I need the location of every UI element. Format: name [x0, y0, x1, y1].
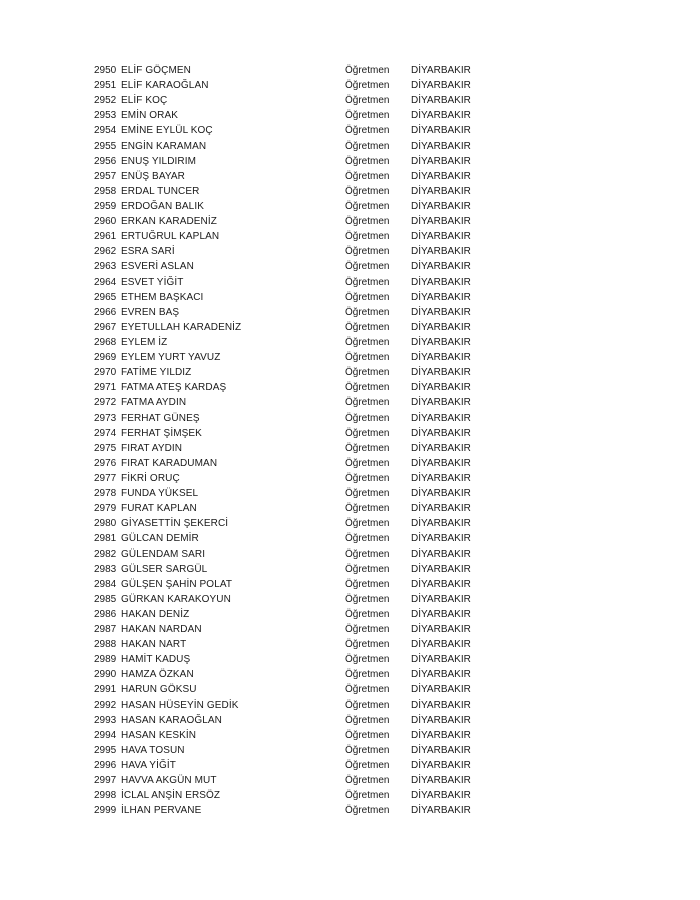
- role-title: Öğretmen: [345, 306, 390, 318]
- list-row: [94, 184, 494, 199]
- city-name: DİYARBAKIR: [411, 548, 471, 560]
- person-name: FUNDA YÜKSEL: [121, 488, 199, 500]
- role-title: Öğretmen: [345, 518, 390, 530]
- person-name: İLHAN PERVANE: [121, 805, 202, 817]
- city-name: DİYARBAKIR: [411, 216, 471, 228]
- role-title: Öğretmen: [345, 246, 390, 258]
- role-title: Öğretmen: [345, 457, 390, 469]
- row-number: 2996: [94, 760, 117, 772]
- role-title: Öğretmen: [345, 125, 390, 137]
- role-title: Öğretmen: [345, 472, 390, 484]
- person-name: FATİME YILDIZ: [121, 367, 192, 379]
- city-name: DİYARBAKIR: [411, 518, 471, 530]
- row-number: 2975: [94, 442, 117, 454]
- role-title: Öğretmen: [345, 488, 390, 500]
- list-row: [94, 758, 494, 773]
- row-number: 2994: [94, 729, 117, 741]
- list-row: [94, 471, 494, 486]
- row-number: 2992: [94, 699, 117, 711]
- teacher-list: [94, 63, 494, 818]
- role-title: Öğretmen: [345, 352, 390, 364]
- list-row: [94, 411, 494, 426]
- person-name: FIRAT KARADUMAN: [121, 457, 218, 469]
- city-name: DİYARBAKIR: [411, 488, 471, 500]
- person-name: GÜLCAN DEMİR: [121, 533, 199, 545]
- row-number: 2969: [94, 352, 117, 364]
- row-number: 2965: [94, 291, 117, 303]
- person-name: İCLAL ANŞİN ERSÖZ: [121, 790, 221, 802]
- role-title: Öğretmen: [345, 261, 390, 273]
- list-row: [94, 380, 494, 395]
- role-title: Öğretmen: [345, 503, 390, 515]
- city-name: DİYARBAKIR: [411, 185, 471, 197]
- role-title: Öğretmen: [345, 321, 390, 333]
- city-name: DİYARBAKIR: [411, 775, 471, 787]
- city-name: DİYARBAKIR: [411, 306, 471, 318]
- city-name: DİYARBAKIR: [411, 110, 471, 122]
- person-name: EVREN BAŞ: [121, 306, 180, 318]
- city-name: DİYARBAKIR: [411, 261, 471, 273]
- row-number: 2982: [94, 548, 117, 560]
- list-row: [94, 773, 494, 788]
- city-name: DİYARBAKIR: [411, 80, 471, 92]
- list-row: [94, 667, 494, 682]
- row-number: 2951: [94, 80, 117, 92]
- list-row: [94, 441, 494, 456]
- role-title: Öğretmen: [345, 593, 390, 605]
- row-number: 2958: [94, 185, 117, 197]
- role-title: Öğretmen: [345, 140, 390, 152]
- city-name: DİYARBAKIR: [411, 336, 471, 348]
- row-number: 2955: [94, 140, 117, 152]
- row-number: 2978: [94, 488, 117, 500]
- city-name: DİYARBAKIR: [411, 533, 471, 545]
- person-name: FERHAT GÜNEŞ: [121, 412, 200, 424]
- row-number: 2967: [94, 321, 117, 333]
- city-name: DİYARBAKIR: [411, 744, 471, 756]
- person-name: GÜRKAN KARAKOYUN: [121, 593, 231, 605]
- row-number: 2989: [94, 654, 117, 666]
- person-name: GÜLŞEN ŞAHİN POLAT: [121, 578, 233, 590]
- role-title: Öğretmen: [345, 185, 390, 197]
- list-row: [94, 803, 494, 818]
- row-number: 2959: [94, 200, 117, 212]
- person-name: HARUN GÖKSU: [121, 684, 197, 696]
- role-title: Öğretmen: [345, 684, 390, 696]
- role-title: Öğretmen: [345, 744, 390, 756]
- list-row: [94, 486, 494, 501]
- person-name: ESRA SARİ: [121, 246, 175, 258]
- person-name: GÜLENDAM SARI: [121, 548, 206, 560]
- list-row: [94, 592, 494, 607]
- person-name: HAKAN NART: [121, 639, 187, 651]
- role-title: Öğretmen: [345, 563, 390, 575]
- person-name: ERTUĞRUL KAPLAN: [121, 231, 220, 243]
- city-name: DİYARBAKIR: [411, 624, 471, 636]
- city-name: DİYARBAKIR: [411, 125, 471, 137]
- row-number: 2973: [94, 412, 117, 424]
- person-name: FATMA ATEŞ KARDAŞ: [121, 382, 227, 394]
- row-number: 2960: [94, 216, 117, 228]
- city-name: DİYARBAKIR: [411, 321, 471, 333]
- city-name: DİYARBAKIR: [411, 790, 471, 802]
- role-title: Öğretmen: [345, 624, 390, 636]
- city-name: DİYARBAKIR: [411, 442, 471, 454]
- person-name: HAVA TOSUN: [121, 744, 185, 756]
- city-name: DİYARBAKIR: [411, 65, 471, 76]
- person-name: ELİF KARAOĞLAN: [121, 80, 209, 92]
- person-name: EMİNE EYLÜL KOÇ: [121, 125, 213, 137]
- role-title: Öğretmen: [345, 291, 390, 303]
- list-row: [94, 788, 494, 803]
- row-number: 2987: [94, 624, 117, 636]
- role-title: Öğretmen: [345, 775, 390, 787]
- list-row: [94, 547, 494, 562]
- list-row: [94, 244, 494, 259]
- role-title: Öğretmen: [345, 714, 390, 726]
- role-title: Öğretmen: [345, 639, 390, 651]
- city-name: DİYARBAKIR: [411, 608, 471, 620]
- person-name: HAKAN DENİZ: [121, 608, 190, 620]
- list-row: [94, 607, 494, 622]
- city-name: DİYARBAKIR: [411, 291, 471, 303]
- row-number: 2988: [94, 639, 117, 651]
- list-row: [94, 290, 494, 305]
- role-title: Öğretmen: [345, 200, 390, 212]
- row-number: 2999: [94, 805, 117, 817]
- person-name: ESVET YİĞİT: [121, 276, 184, 288]
- city-name: DİYARBAKIR: [411, 352, 471, 364]
- row-number: 2952: [94, 95, 117, 107]
- city-name: DİYARBAKIR: [411, 760, 471, 772]
- list-row: [94, 743, 494, 758]
- city-name: DİYARBAKIR: [411, 382, 471, 394]
- list-row: [94, 652, 494, 667]
- row-number: 2998: [94, 790, 117, 802]
- role-title: Öğretmen: [345, 110, 390, 122]
- role-title: Öğretmen: [345, 397, 390, 409]
- person-name: HASAN HÜSEYİN GEDİK: [121, 699, 239, 711]
- list-row: [94, 426, 494, 441]
- city-name: DİYARBAKIR: [411, 200, 471, 212]
- row-number: 2980: [94, 518, 117, 530]
- list-row: [94, 275, 494, 290]
- list-row: [94, 562, 494, 577]
- role-title: Öğretmen: [345, 80, 390, 92]
- person-name: ELİF KOÇ: [121, 95, 168, 107]
- city-name: DİYARBAKIR: [411, 563, 471, 575]
- person-name: ERDAL TUNCER: [121, 185, 200, 197]
- list-row: [94, 395, 494, 410]
- row-number: 2981: [94, 533, 117, 545]
- list-row: [94, 531, 494, 546]
- row-number: 2966: [94, 306, 117, 318]
- city-name: DİYARBAKIR: [411, 654, 471, 666]
- list-row: [94, 713, 494, 728]
- row-number: 2974: [94, 427, 117, 439]
- list-row: [94, 501, 494, 516]
- list-row: [94, 169, 494, 184]
- role-title: Öğretmen: [345, 729, 390, 741]
- person-name: EYETULLAH KARADENİZ: [121, 321, 242, 333]
- row-number: 2985: [94, 593, 117, 605]
- role-title: Öğretmen: [345, 170, 390, 182]
- role-title: Öğretmen: [345, 442, 390, 454]
- role-title: Öğretmen: [345, 805, 390, 817]
- role-title: Öğretmen: [345, 95, 390, 107]
- city-name: DİYARBAKIR: [411, 276, 471, 288]
- list-row: [94, 577, 494, 592]
- row-number: 2976: [94, 457, 117, 469]
- person-name: FİKRİ ORUÇ: [121, 472, 180, 484]
- list-row: [94, 637, 494, 652]
- list-row: [94, 622, 494, 637]
- row-number: 2962: [94, 246, 117, 258]
- row-number: 2961: [94, 231, 117, 243]
- role-title: Öğretmen: [345, 699, 390, 711]
- list-row: [94, 305, 494, 320]
- row-number: 2953: [94, 110, 117, 122]
- city-name: DİYARBAKIR: [411, 472, 471, 484]
- city-name: DİYARBAKIR: [411, 95, 471, 107]
- person-name: FATMA AYDIN: [121, 397, 187, 409]
- city-name: DİYARBAKIR: [411, 155, 471, 167]
- row-number: 2991: [94, 684, 117, 696]
- person-name: ENUŞ YILDIRIM: [121, 155, 197, 167]
- city-name: DİYARBAKIR: [411, 457, 471, 469]
- list-row: [94, 698, 494, 713]
- person-name: ERDOĞAN BALIK: [121, 200, 204, 212]
- list-row: [94, 259, 494, 274]
- person-name: HASAN KARAOĞLAN: [121, 714, 222, 726]
- role-title: Öğretmen: [345, 608, 390, 620]
- city-name: DİYARBAKIR: [411, 140, 471, 152]
- row-number: 2971: [94, 382, 117, 394]
- role-title: Öğretmen: [345, 412, 390, 424]
- city-name: DİYARBAKIR: [411, 231, 471, 243]
- person-name: ERKAN KARADENİZ: [121, 216, 217, 228]
- list-row: [94, 350, 494, 365]
- row-number: 2984: [94, 578, 117, 590]
- list-row: [94, 154, 494, 169]
- role-title: Öğretmen: [345, 548, 390, 560]
- city-name: DİYARBAKIR: [411, 367, 471, 379]
- row-number: 2997: [94, 775, 117, 787]
- role-title: Öğretmen: [345, 427, 390, 439]
- role-title: Öğretmen: [345, 578, 390, 590]
- role-title: Öğretmen: [345, 367, 390, 379]
- list-row: [94, 139, 494, 154]
- list-row: [94, 320, 494, 335]
- row-number: 2963: [94, 261, 117, 273]
- row-number: 2957: [94, 170, 117, 182]
- person-name: FIRAT AYDIN: [121, 442, 183, 454]
- role-title: Öğretmen: [345, 790, 390, 802]
- person-name: ESVERİ ASLAN: [121, 261, 194, 273]
- list-row: [94, 728, 494, 743]
- city-name: DİYARBAKIR: [411, 427, 471, 439]
- person-name: FURAT KAPLAN: [121, 503, 197, 515]
- row-number: 2964: [94, 276, 117, 288]
- row-number: 2970: [94, 367, 117, 379]
- row-number: 2950: [94, 65, 117, 76]
- role-title: Öğretmen: [345, 382, 390, 394]
- city-name: DİYARBAKIR: [411, 397, 471, 409]
- city-name: DİYARBAKIR: [411, 412, 471, 424]
- row-number: 2983: [94, 563, 117, 575]
- person-name: GİYASETTİN ŞEKERCİ: [121, 518, 229, 530]
- row-number: 2986: [94, 608, 117, 620]
- list-row: [94, 229, 494, 244]
- list-row: [94, 108, 494, 123]
- city-name: DİYARBAKIR: [411, 714, 471, 726]
- role-title: Öğretmen: [345, 669, 390, 681]
- list-row: [94, 78, 494, 93]
- person-name: FERHAT ŞİMŞEK: [121, 427, 202, 439]
- person-name: ELİF GÖÇMEN: [121, 65, 191, 76]
- row-number: 2990: [94, 669, 117, 681]
- person-name: HAMZA ÖZKAN: [121, 669, 194, 681]
- city-name: DİYARBAKIR: [411, 246, 471, 258]
- list-row: [94, 516, 494, 531]
- person-name: HAVVA AKGÜN MUT: [121, 775, 217, 787]
- role-title: Öğretmen: [345, 533, 390, 545]
- row-number: 2995: [94, 744, 117, 756]
- person-name: GÜLSER SARGÜL: [121, 563, 208, 575]
- row-number: 2977: [94, 472, 117, 484]
- role-title: Öğretmen: [345, 654, 390, 666]
- role-title: Öğretmen: [345, 216, 390, 228]
- row-number: 2972: [94, 397, 117, 409]
- city-name: DİYARBAKIR: [411, 170, 471, 182]
- row-number: 2956: [94, 155, 117, 167]
- role-title: Öğretmen: [345, 65, 390, 76]
- list-row: [94, 199, 494, 214]
- person-name: HASAN KESKİN: [121, 729, 197, 741]
- role-title: Öğretmen: [345, 155, 390, 167]
- list-row: [94, 365, 494, 380]
- list-row: [94, 456, 494, 471]
- list-row: [94, 682, 494, 697]
- role-title: Öğretmen: [345, 760, 390, 772]
- city-name: DİYARBAKIR: [411, 578, 471, 590]
- person-name: ETHEM BAŞKACI: [121, 291, 204, 303]
- person-name: HAKAN NARDAN: [121, 624, 202, 636]
- city-name: DİYARBAKIR: [411, 684, 471, 696]
- list-row: [94, 335, 494, 350]
- row-number: 2954: [94, 125, 117, 137]
- role-title: Öğretmen: [345, 276, 390, 288]
- role-title: Öğretmen: [345, 231, 390, 243]
- person-name: ENGİN KARAMAN: [121, 140, 207, 152]
- city-name: DİYARBAKIR: [411, 503, 471, 515]
- row-number: 2993: [94, 714, 117, 726]
- person-name: EMİN ORAK: [121, 110, 179, 122]
- person-name: HAMİT KADUŞ: [121, 654, 191, 666]
- city-name: DİYARBAKIR: [411, 593, 471, 605]
- role-title: Öğretmen: [345, 336, 390, 348]
- row-number: 2979: [94, 503, 117, 515]
- person-name: HAVA YİĞİT: [121, 760, 176, 772]
- list-row: [94, 123, 494, 138]
- city-name: DİYARBAKIR: [411, 729, 471, 741]
- city-name: DİYARBAKIR: [411, 669, 471, 681]
- list-row: [94, 93, 494, 108]
- person-name: ENÜŞ BAYAR: [121, 170, 185, 182]
- list-row: [94, 63, 494, 78]
- list-row: [94, 214, 494, 229]
- row-number: 2968: [94, 336, 117, 348]
- city-name: DİYARBAKIR: [411, 699, 471, 711]
- person-name: EYLEM İZ: [121, 336, 168, 348]
- city-name: DİYARBAKIR: [411, 805, 471, 817]
- person-name: EYLEM YURT YAVUZ: [121, 352, 221, 364]
- city-name: DİYARBAKIR: [411, 639, 471, 651]
